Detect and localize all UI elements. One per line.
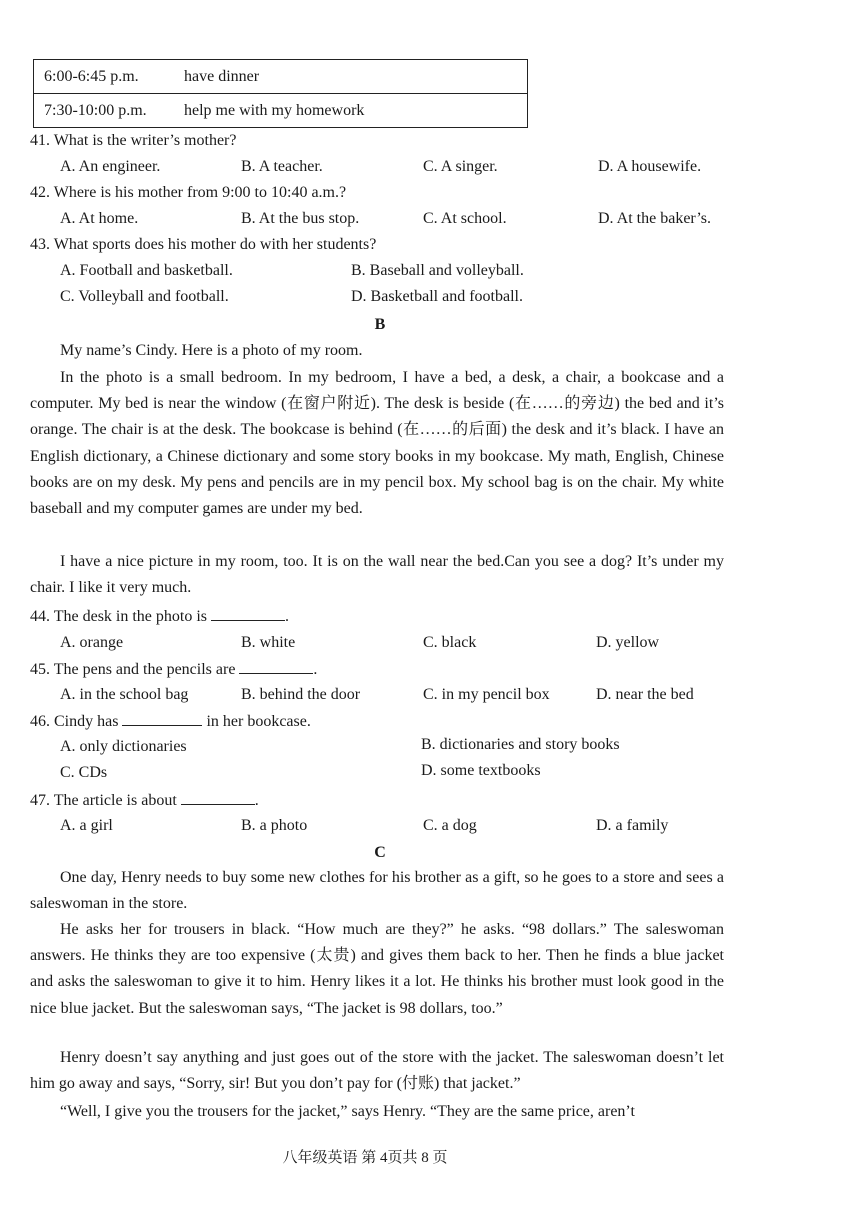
page-footer: 八年级英语 第 4页共 8 页 [282, 1150, 448, 1166]
question-41: 41. What is the writer’s mother? [30, 132, 237, 149]
option-45d: D. near the bed [596, 686, 694, 703]
answer-blank [122, 711, 202, 726]
question-46 [30, 711, 311, 732]
option-45c: C. in my pencil box [423, 686, 550, 703]
option-43a: A. Football and basketball. [60, 262, 233, 279]
question-42: 42. Where is his mother from 9:00 to 10:40 a.m.? [30, 184, 347, 201]
question-end: . [285, 608, 290, 625]
option-43b: B. Baseball and volleyball. [351, 262, 524, 279]
question-47 [30, 790, 259, 811]
option-44d: D. yellow [596, 634, 660, 651]
section-b-paragraph: In the photo is a small bedroom. In my bedroom, I have a bed, a desk, a chair, a bookcase and a computer. My bed is near the window (在窗户附近). The desk is beside (在……的旁边) the bed and it’s orange. The chair is at the desk. The bookcase is behind (在……的后面) the desk and it’s black. I have an English dictionary, a Chinese dictionary and some story books in my bookcase. My math, English, Chinese books are on my desk. My pens and pencils are in my pencil box. My school bag is on the chair. My white baseball and my computer games are under my bed. [30, 369, 724, 518]
option-42a: A. At home. [60, 210, 139, 227]
schedule-time: 6:00-6:45 p.m. [44, 67, 139, 85]
answer-blank [239, 659, 313, 674]
option-46c: C. CDs [60, 764, 108, 781]
answer-blank [211, 606, 285, 621]
option-41a: A. An engineer. [60, 158, 161, 175]
option-46b: B. dictionaries and story books [421, 736, 620, 753]
question-end: in her bookcase. [206, 713, 311, 730]
option-42d: D. At the baker’s. [598, 210, 712, 227]
question-text: 47. The article is about [30, 792, 177, 809]
option-44b: B. white [241, 634, 296, 651]
option-42c: C. At school. [423, 210, 507, 227]
schedule-row [34, 93, 527, 127]
option-45a: A. in the school bag [60, 686, 189, 703]
option-44c: C. black [423, 634, 477, 651]
question-end: . [254, 792, 259, 809]
section-c-paragraph: “Well, I give you the trousers for the jacket,” says Henry. “They are the same price, aren’t [60, 1103, 635, 1120]
option-46d: D. some textbooks [421, 762, 541, 779]
section-b-heading: B [374, 316, 386, 333]
option-41d: D. A housewife. [598, 158, 702, 175]
option-45b: B. behind the door [241, 686, 361, 703]
section-c-heading: C [374, 844, 386, 861]
option-41c: C. A singer. [423, 158, 498, 175]
option-44a: A. orange [60, 634, 124, 651]
question-43: 43. What sports does his mother do with her students? [30, 236, 377, 253]
question-text: 44. The desk in the photo is [30, 608, 208, 625]
question-text: 45. The pens and the pencils are [30, 661, 236, 678]
schedule-row [34, 60, 527, 93]
section-c-paragraph: He asks her for trousers in black. “How much are they?” he asks. “98 dollars.” The saleswoman answers. He thinks they are too expensive (太贵) and gives them back to her. Then he finds a blue jacket and asks the saleswoman to give it to him. Henry likes it a lot. He thinks his brother must look good in the nice blue jacket. But the saleswoman says, “The jacket is 98 dollars, too.” [30, 921, 724, 1017]
answer-blank [181, 790, 255, 805]
option-43d: D. Basketball and football. [351, 288, 523, 305]
option-47b: B. a photo [241, 817, 308, 834]
option-43c: C. Volleyball and football. [60, 288, 229, 305]
option-47d: D. a family [596, 817, 669, 834]
schedule-time: 7:30-10:00 p.m. [44, 101, 147, 119]
schedule-activity: help me with my homework [184, 101, 365, 119]
section-b-paragraph: My name’s Cindy. Here is a photo of my room. [60, 342, 363, 359]
question-text: 46. Cindy has [30, 713, 119, 730]
question-end: . [313, 661, 318, 678]
schedule-activity: have dinner [184, 67, 260, 85]
option-46a: A. only dictionaries [60, 738, 187, 755]
option-47a: A. a girl [60, 817, 113, 834]
option-47c: C. a dog [423, 817, 477, 834]
option-41b: B. A teacher. [241, 158, 323, 175]
section-c-paragraph: Henry doesn’t say anything and just goes out of the store with the jacket. The saleswoman doesn’t let him go away and says, “Sorry, sir! But you don’t pay for (付账) that jacket.” [30, 1049, 724, 1093]
section-b-paragraph: I have a nice picture in my room, too. It is on the wall near the bed.Can you see a dog? It’s under my chair. I like it very much. [30, 553, 724, 597]
option-42b: B. At the bus stop. [241, 210, 360, 227]
question-45 [30, 659, 317, 680]
section-c-paragraph: One day, Henry needs to buy some new clothes for his brother as a gift, so he goes to a store and sees a saleswoman in the store. [30, 869, 724, 913]
question-44 [30, 606, 289, 627]
schedule-table [33, 59, 528, 128]
